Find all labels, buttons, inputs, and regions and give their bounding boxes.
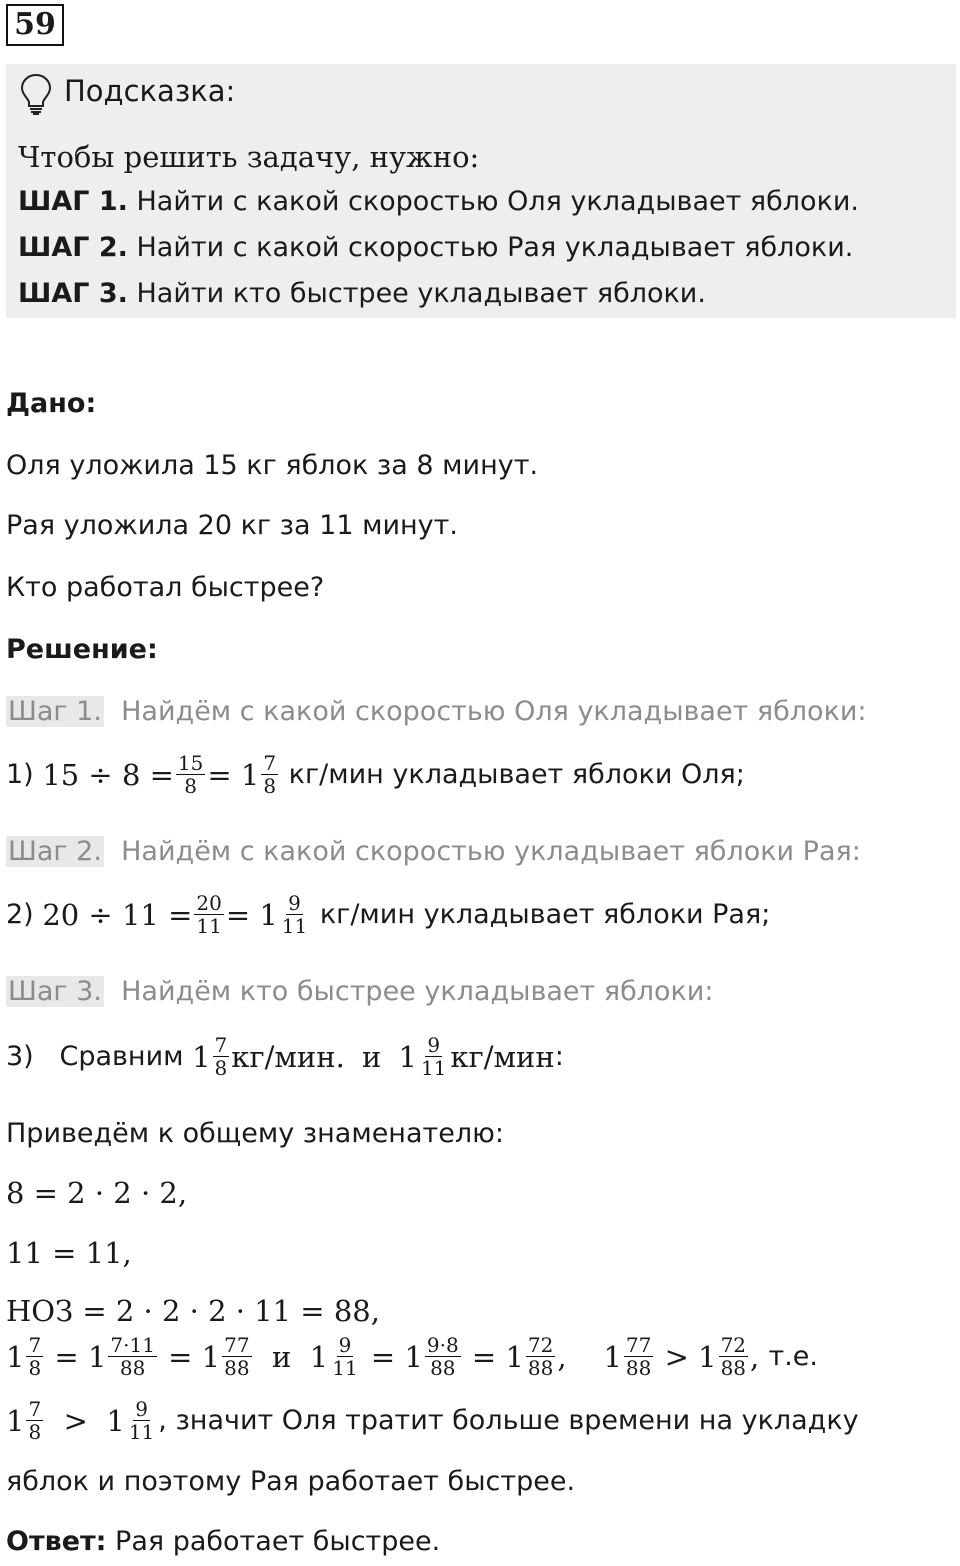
common-denominator-text: Приведём к общему знаменателю: bbox=[6, 1118, 504, 1149]
calc-2: 2) 20 ÷ 11 = $\frac{20}{11}$ = 1 $\frac{9}{11}$ кг/мин укладывает яблоки Рая; bbox=[6, 891, 771, 938]
lcd-line: НОЗ = 2 · 2 · 2 · 11 = 88, bbox=[6, 1294, 380, 1328]
calc-3: 3) Сравним 1 $\frac{7}{8}$ кг/мин. и 1 $\frac{9}{11}$ кг/мин : bbox=[6, 1033, 564, 1080]
conversion-line: 1 $\frac{7}{8}$ = 1 $\frac{7\cdot 11}{88}$ = 1 $\frac{77}{88}$ и 1 $\frac{9}{11}$ = 1 $\frac{9\cdot 8}{88}$ = 1 $\frac{72}{88}$ , 1 $\frac{77}{88}$ > 1 $\frac{72}{88}$ , т.е. bbox=[6, 1333, 818, 1380]
hint-step-1: ШАГ 1. Найти с какой скоростью Оля укладывает яблоки. bbox=[18, 186, 860, 217]
hint-step-2: ШАГ 2. Найти с какой скоростью Рая укладывает яблоки. bbox=[18, 232, 854, 263]
factorization-8: 8 = 2 · 2 · 2, bbox=[6, 1176, 188, 1210]
given-line-1: Оля уложила 15 кг яблок за 8 минут. bbox=[6, 450, 539, 481]
conclusion-line-1: 1 $\frac{7}{8}$ > 1 $\frac{9}{11}$ , значит Оля тратит больше времени на укладку bbox=[6, 1397, 859, 1444]
factorization-11: 11 = 11, bbox=[6, 1236, 132, 1270]
task-number: 59 bbox=[6, 4, 64, 46]
solution-step-1: Шаг 1. Найдём с какой скоростью Оля укладывает яблоки: bbox=[8, 696, 867, 727]
lightbulb-icon bbox=[18, 72, 54, 116]
answer-line: Ответ: Рая работает быстрее. bbox=[6, 1526, 441, 1557]
solution-step-3: Шаг 3. Найдём кто быстрее укладывает яблоки: bbox=[8, 976, 714, 1007]
hint-intro: Чтобы решить задачу, нужно: bbox=[18, 140, 480, 174]
solution-title: Решение: bbox=[6, 634, 158, 665]
hint-step-3: ШАГ 3. Найти кто быстрее укладывает яблоки. bbox=[18, 278, 706, 309]
given-line-2: Рая уложила 20 кг за 11 минут. bbox=[6, 510, 458, 541]
conclusion-line-2: яблок и поэтому Рая работает быстрее. bbox=[6, 1466, 576, 1497]
calc-1: 1) 15 ÷ 8 = $\frac{15}{8}$ = 1 $\frac{7}{8}$ кг/мин укладывает яблоки Оля; bbox=[6, 751, 745, 798]
given-title: Дано: bbox=[6, 388, 97, 419]
hint-title: Подсказка: bbox=[64, 74, 236, 108]
solution-step-2: Шаг 2. Найдём с какой скоростью укладывает яблоки Рая: bbox=[8, 836, 861, 867]
given-question: Кто работал быстрее? bbox=[6, 572, 325, 603]
